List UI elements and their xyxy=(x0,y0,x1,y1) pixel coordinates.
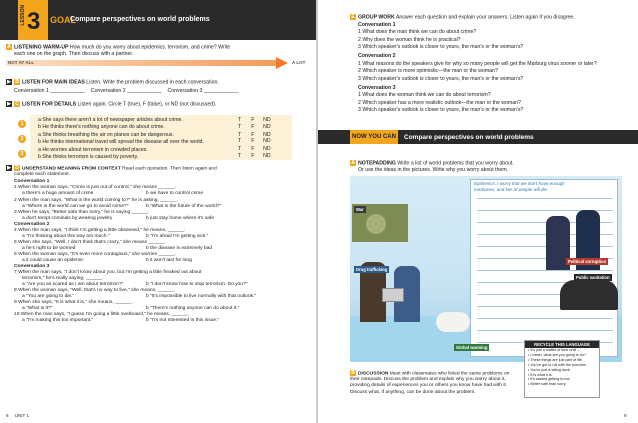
row-number: 2 xyxy=(18,135,26,143)
briefcase-icon xyxy=(382,288,404,302)
conversation-3-blank[interactable]: Conversation 3 ____________ xyxy=(167,87,239,94)
statement: a He worries about terrorism in crowded places. xyxy=(38,147,148,153)
tf-row[interactable]: T F ND xyxy=(238,131,271,138)
section-title: LISTEN FOR DETAILS xyxy=(22,101,77,108)
statement: b She thinks terrorism is caused by poverty. xyxy=(38,154,139,160)
recycle-header: RECYCLE THIS LANGUAGE xyxy=(525,341,599,348)
conversation-heading: Conversation 3 xyxy=(358,85,396,92)
drug-trafficking-label: Drug trafficking xyxy=(356,267,388,272)
audio-icon[interactable]: ▶ xyxy=(7,165,11,171)
instruction-text: Read each quotation. Then listen again and xyxy=(122,166,217,172)
section-a-warmup xyxy=(6,44,311,58)
arrow-head-icon xyxy=(276,57,288,69)
instruction-text: Discuss what, if anything, can be done about the problem. xyxy=(350,389,476,395)
section-letter: B xyxy=(15,79,19,85)
section-a-notepadding xyxy=(350,160,634,174)
public-sanitation-label: Public sanitation xyxy=(576,275,610,280)
instruction-text: Answer each question and explain your answers. Listen again if you disagree. xyxy=(395,14,575,21)
section-letter: A xyxy=(7,44,11,50)
conversation-heading: Conversation 1 xyxy=(358,21,396,28)
now-you-can-banner xyxy=(318,130,638,144)
answer-option[interactable]: a "Are you as scared as I am about terrorism?" xyxy=(22,282,124,288)
page-footer xyxy=(6,413,29,418)
section-letter: E xyxy=(351,14,355,20)
question: 1 When the woman says, "Crime is just out of control," she means ______. xyxy=(14,185,176,191)
goal-title: Compare perspectives on world problems xyxy=(70,16,210,23)
right-page xyxy=(318,0,638,423)
tf-row[interactable]: T F ND xyxy=(238,117,271,123)
page-number: 9 xyxy=(624,413,627,418)
conversation-heading: Conversation 2 xyxy=(14,221,50,227)
scale-bar xyxy=(6,60,278,66)
question: 2 Why does the woman think he is practical? xyxy=(358,36,461,43)
statement: b He thinks there's nothing anyone can do about crime. xyxy=(38,124,165,130)
question: 10 When the man says, "I guess I'm going a little overboard," he means, ______. xyxy=(14,312,190,318)
scale-left-label: NOT AT ALL xyxy=(8,60,35,65)
global-warming-label: Global warming xyxy=(456,345,488,350)
list-item: • You're just a sitting duck. xyxy=(528,367,571,372)
answer-option[interactable]: b we have to control crime xyxy=(146,191,204,197)
unit-label: UNIT 1 xyxy=(14,413,29,418)
answer-option[interactable]: a don't tempt criminals by wearing jewelry xyxy=(22,215,113,221)
question: 6 When the woman says, "It's even more contagious," she worries ______. xyxy=(14,251,177,257)
conversation-heading: Conversation 1 xyxy=(14,179,50,185)
answer-option[interactable]: a "What is it?" xyxy=(22,306,53,312)
answer-option[interactable]: b "There's nothing anyone can do about it." xyxy=(146,306,240,312)
instruction-text: Or use the ideas in the pictures. Write why you worry about them. xyxy=(358,166,509,173)
row-number: 1 xyxy=(18,120,26,128)
section-letter: C xyxy=(15,101,19,107)
section-title: LISTENING WARM-UP xyxy=(14,44,69,51)
answer-option[interactable]: a he's right to be worried xyxy=(22,245,76,251)
conversation-1-blank[interactable]: Conversation 1 ____________ xyxy=(14,87,85,94)
answer-option[interactable]: a it could cause an epidemic xyxy=(22,258,84,263)
section-title: UNDERSTAND MEANING FROM CONTEXT xyxy=(22,166,121,172)
section-title: LISTEN FOR MAIN IDEAS xyxy=(22,79,85,86)
section-c-details xyxy=(6,101,311,108)
trash-bags-illustration xyxy=(560,280,618,310)
section-b-main-ideas xyxy=(6,79,311,95)
section-d-context xyxy=(6,165,311,325)
polar-bear-illustration xyxy=(436,312,470,332)
instruction-text: complete each statement. xyxy=(14,172,71,178)
audio-icon[interactable]: ▶ xyxy=(7,79,11,85)
question: 3 When he says, "Better safe than sorry," he is saying ______. xyxy=(14,209,150,215)
section-letter: D xyxy=(15,165,19,171)
question: 2 When the man says, "What is the world coming to?" he is asking, ______. xyxy=(14,197,178,203)
section-letter: B xyxy=(351,370,355,376)
statement: b He thinks international travel will spread the disease all over the world. xyxy=(38,139,204,145)
instruction-text: Meet with classmates who listed the same problems on xyxy=(389,371,510,377)
section-e-group-work xyxy=(350,14,634,115)
now-you-can-tag: NOW YOU CAN xyxy=(350,130,398,144)
list-item: • Better safe than sorry. xyxy=(528,382,567,387)
question: 1 What does the man think we can do about crime? xyxy=(358,29,477,36)
tf-row[interactable]: T F ND xyxy=(238,138,271,145)
answer-option[interactable]: b "What is the future of the world?" xyxy=(146,203,222,209)
instruction-text: providing details of experiences you or others you know have had with it. xyxy=(350,383,508,389)
world-problems-illustration xyxy=(350,176,622,362)
lesson-tab xyxy=(18,0,48,40)
instruction-text: Listen again. Circle T (true), F (false), or ND (not discussed). xyxy=(77,101,217,108)
audio-icon[interactable]: ▶ xyxy=(7,101,11,107)
tf-options xyxy=(238,117,298,160)
scale-right-label: A LOT xyxy=(292,60,306,65)
answer-option[interactable]: b "I don't know how to stop terrorism. Do you?" xyxy=(146,282,248,288)
question: 3 Which speaker's outlook is closer to yours, the man's or the woman's? xyxy=(358,44,524,50)
lesson-number: 3 xyxy=(27,8,41,35)
section-letter: A xyxy=(351,160,355,166)
section-b-discussion xyxy=(350,370,522,396)
handwritten-note: Epidemics: I worry that we don't have enough medicines, and lots of people will die. xyxy=(474,181,565,192)
section-title: DISCUSSION xyxy=(358,371,389,377)
answer-option[interactable]: a "I'm making this too important." xyxy=(22,318,94,324)
answer-option[interactable]: a "Where in the world can we go to avoid crime?" xyxy=(22,203,129,209)
answer-option[interactable]: b "It's impossible to live normally with that outlook." xyxy=(146,294,257,300)
answer-option[interactable]: b just stay home where it's safe xyxy=(146,215,215,221)
question: terrorism," he's really saying, ______. xyxy=(22,276,104,282)
answer-option[interactable]: a there's a huge amount of crime xyxy=(22,191,94,197)
political-corruption-label: Political corruption xyxy=(568,259,607,264)
statement: a She thinks breathing the air on planes can be dangerous. xyxy=(38,132,174,138)
tf-row[interactable]: T F ND xyxy=(238,123,271,130)
question: 2 Which speaker is more optimistic—the man or the woman? xyxy=(358,68,498,75)
instruction-text: their notepads. Discuss the problem and explain why you worry about it, xyxy=(350,377,506,383)
war-label: War xyxy=(356,207,364,212)
question: 1 What does the woman think we can do about terrorism? xyxy=(358,92,491,99)
tf-row[interactable]: T F ND xyxy=(238,146,271,153)
instruction-text: How much do you worry about epidemics, terrorism, and crime? Write xyxy=(69,44,231,51)
conversation-2-blank[interactable]: Conversation 2 ____________ xyxy=(90,87,162,94)
answer-option[interactable]: b "I'm afraid I'm getting sick." xyxy=(146,233,209,239)
question: 4 When the man says, "I think I'm getting a little obsessed," he means, ______. xyxy=(14,227,186,233)
tf-row[interactable]: T F ND xyxy=(238,152,271,159)
lesson-header xyxy=(0,0,316,40)
row-number: 3 xyxy=(18,150,26,158)
question: 9 When she says, "It is what it is," she means, ______. xyxy=(14,300,133,306)
answer-option[interactable]: a "You are going to die." xyxy=(22,294,75,300)
goal-label: GOAL xyxy=(50,15,76,25)
conversation-heading: Conversation 3 xyxy=(14,264,50,270)
question: 1 What reasons do the speakers give for why so many people will get the Marburg virus sooner or later? xyxy=(358,60,597,67)
instruction-text: Write a list of world problems that you worry about. xyxy=(397,160,514,167)
answer-option[interactable]: b it won't last for long xyxy=(146,258,192,263)
conversation-heading: Conversation 2 xyxy=(358,53,396,60)
now-you-can-title: Compare perspectives on world problems xyxy=(404,134,534,141)
question: 8 When the woman says, "Well, that's no way to live," she means, ______. xyxy=(14,288,176,294)
statement: a She says there aren't a lot of newspaper articles about crime. xyxy=(38,117,183,123)
worry-scale-arrow[interactable] xyxy=(6,59,311,67)
lesson-word: LESSON xyxy=(20,5,26,26)
list-item: • I mean, what are you going to do? xyxy=(528,352,587,357)
left-page xyxy=(0,0,316,423)
list-item: • It is what it is. xyxy=(528,372,553,377)
answer-option[interactable]: b the disease is extremely bad xyxy=(146,245,213,251)
answer-option[interactable]: a "I'm thinking about this way too much." xyxy=(22,233,110,239)
list-item: • It's started getting to me. xyxy=(528,377,571,382)
instruction-text: Listen. Write the problem discussed in each conversation. xyxy=(86,79,219,86)
section-title: NOTEPADDING xyxy=(358,160,396,167)
question: 3 Which speaker's outlook is closer to yours, the man's or the woman's? xyxy=(358,107,524,114)
list-item: • These things are just part of life. xyxy=(528,357,583,362)
question: 3 Which speaker's outlook is closer to yours, the man's or the woman's? xyxy=(358,75,524,82)
question: 5 When she says, "Well, I don't think that's crazy," she means ______. xyxy=(14,239,166,245)
question: 2 Which speaker has a more realistic outlook—the man or the woman? xyxy=(358,99,521,106)
section-title: GROUP WORK xyxy=(358,14,395,21)
list-item: • It's just a matter of time until ... xyxy=(528,348,581,352)
recycle-language-box xyxy=(524,340,600,398)
question: 7 When the man says, "I don't know about you, but I'm getting a little freaked out about xyxy=(14,270,202,276)
answer-option[interactable]: b "I'm not interested in this issue." xyxy=(146,318,220,324)
list-item: • You've got to roll with the punches. xyxy=(528,362,587,367)
instruction-text: each one on the graph. Then discuss with a partner. xyxy=(14,50,134,57)
page-number: 8 xyxy=(6,413,9,418)
